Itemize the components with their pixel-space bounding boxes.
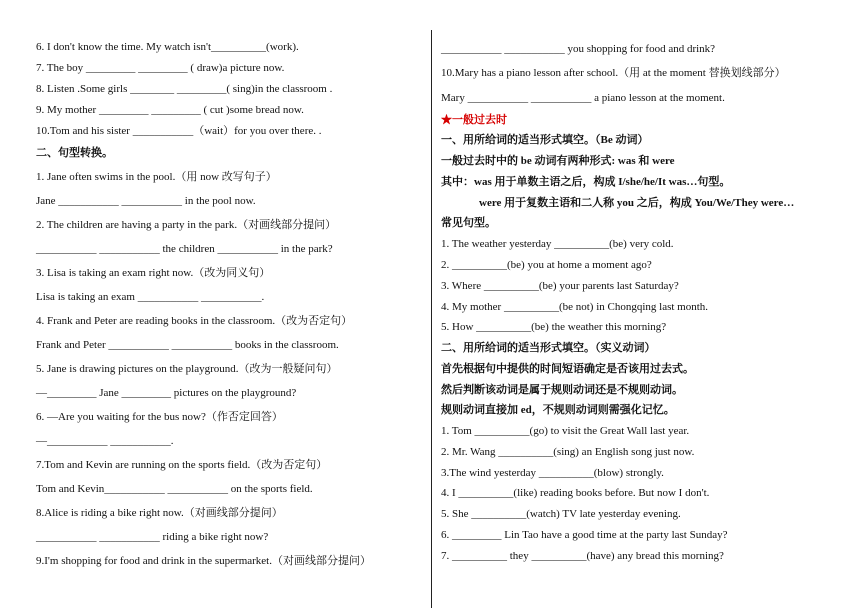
exercise-line: Lisa is taking an exam ___________ ___________. bbox=[36, 291, 265, 303]
exercise-line: 7.Tom and Kevin are running on the sports field.（改为否定句） bbox=[36, 459, 328, 471]
exercise-line: Frank and Peter ___________ ___________ books in the classroom. bbox=[36, 339, 339, 351]
grammar-note: 规则动词直接加 ed，不规则动词则需强化记忆。 bbox=[441, 404, 675, 416]
exercise-line: 6. I don't know the time. My watch isn't__________(work). bbox=[36, 41, 299, 53]
exercise-line: 5. Jane is drawing pictures on the playground.（改为一般疑问句） bbox=[36, 363, 338, 375]
exercise-line: ___________ ___________ the children ___________ in the park? bbox=[36, 243, 333, 255]
grammar-note: were 用于复数主语和二人称 you 之后，构成 You/We/They were… bbox=[479, 197, 795, 209]
exercise-line: 1. Tom __________(go) to visit the Great Wall last year. bbox=[441, 425, 690, 437]
exercise-line: 1. The weather yesterday __________(be) very cold. bbox=[441, 238, 674, 250]
exercise-line: 8. Listen .Some girls ________ _________( sing)in the classroom . bbox=[36, 83, 333, 95]
exercise-line: 5. She __________(watch) TV late yesterday evening. bbox=[441, 508, 681, 520]
exercise-line: 6. —Are you waiting for the bus now?（作否定回答） bbox=[36, 411, 283, 423]
exercise-line: 2. Mr. Wang __________(sing) an English song just now. bbox=[441, 446, 695, 458]
grammar-note: 一般过去时中的 be 动词有两种形式: was 和 were bbox=[441, 155, 675, 167]
grammar-note: 其中：was 用于单数主语之后，构成 I/she/he/It was…句型。 bbox=[441, 176, 731, 188]
section-heading-sentence-transform: 二、句型转换。 bbox=[36, 147, 113, 159]
exercise-line: ___________ ___________ you shopping for food and drink? bbox=[441, 43, 716, 55]
exercise-line: 2. The children are having a party in the park.（对画线部分提问） bbox=[36, 219, 337, 231]
exercise-line: 7. The boy _________ _________ ( draw)a picture now. bbox=[36, 62, 285, 74]
exercise-line: 3. Where __________(be) your parents last Saturday? bbox=[441, 280, 679, 292]
exercise-line: 2. __________(be) you at home a moment ago? bbox=[441, 259, 652, 271]
exercise-line: 4. I __________(like) reading books before. But now I don't. bbox=[441, 487, 710, 499]
exercise-line: —_________ Jane _________ pictures on the playground? bbox=[36, 387, 297, 399]
section-heading-be-verb: 一、用所给词的适当形式填空。（Be 动词） bbox=[441, 134, 649, 146]
exercise-line: 8.Alice is riding a bike right now.（对画线部分提问） bbox=[36, 507, 283, 519]
exercise-line: Mary ___________ ___________ a piano lesson at the moment. bbox=[441, 92, 725, 104]
exercise-line: 3. Lisa is taking an exam right now.（改为同义句） bbox=[36, 267, 271, 279]
exercise-line: Tom and Kevin___________ ___________ on the sports field. bbox=[36, 483, 313, 495]
exercise-line: 4. Frank and Peter are reading books in the classroom.（改为否定句） bbox=[36, 315, 353, 327]
exercise-line: 3.The wind yesterday __________(blow) strongly. bbox=[441, 467, 664, 479]
exercise-line: ___________ ___________ riding a bike right now? bbox=[36, 531, 269, 543]
grammar-note: 常见句型。 bbox=[441, 217, 496, 229]
exercise-line: 4. My mother __________(be not) in Chongqing last month. bbox=[441, 301, 709, 313]
grammar-note: 首先根据句中提供的时间短语确定是否该用过去式。 bbox=[441, 363, 694, 375]
exercise-line: Jane ___________ ___________ in the pool now. bbox=[36, 195, 256, 207]
section-heading-action-verb: 二、用所给词的适当形式填空。（实义动词） bbox=[441, 342, 656, 354]
exercise-line: 5. How __________(be) the weather this morning? bbox=[441, 321, 667, 333]
exercise-line: 9. My mother _________ _________ ( cut )some bread now. bbox=[36, 104, 304, 116]
grammar-note: 然后判断该动词是属于规则动词还是不规则动词。 bbox=[441, 384, 683, 396]
exercise-line: 10.Tom and his sister ___________（wait）for you over there. . bbox=[36, 125, 322, 137]
column-divider bbox=[431, 30, 432, 608]
exercise-line: 7. __________ they __________(have) any bread this morning? bbox=[441, 550, 724, 562]
exercise-line: —___________ ___________. bbox=[36, 435, 174, 447]
exercise-line: 6. _________ Lin Tao have a good time at the party last Sunday? bbox=[441, 529, 728, 541]
exercise-line: 9.I'm shopping for food and drink in the supermarket.（对画线部分提问） bbox=[36, 555, 371, 567]
exercise-line: 10.Mary has a piano lesson after school.（用 at the moment 替换划线部分） bbox=[441, 67, 786, 79]
section-title-simple-past: ★一般过去时 bbox=[441, 114, 507, 126]
exercise-line: 1. Jane often swims in the pool.（用 now 改写句子） bbox=[36, 171, 277, 183]
